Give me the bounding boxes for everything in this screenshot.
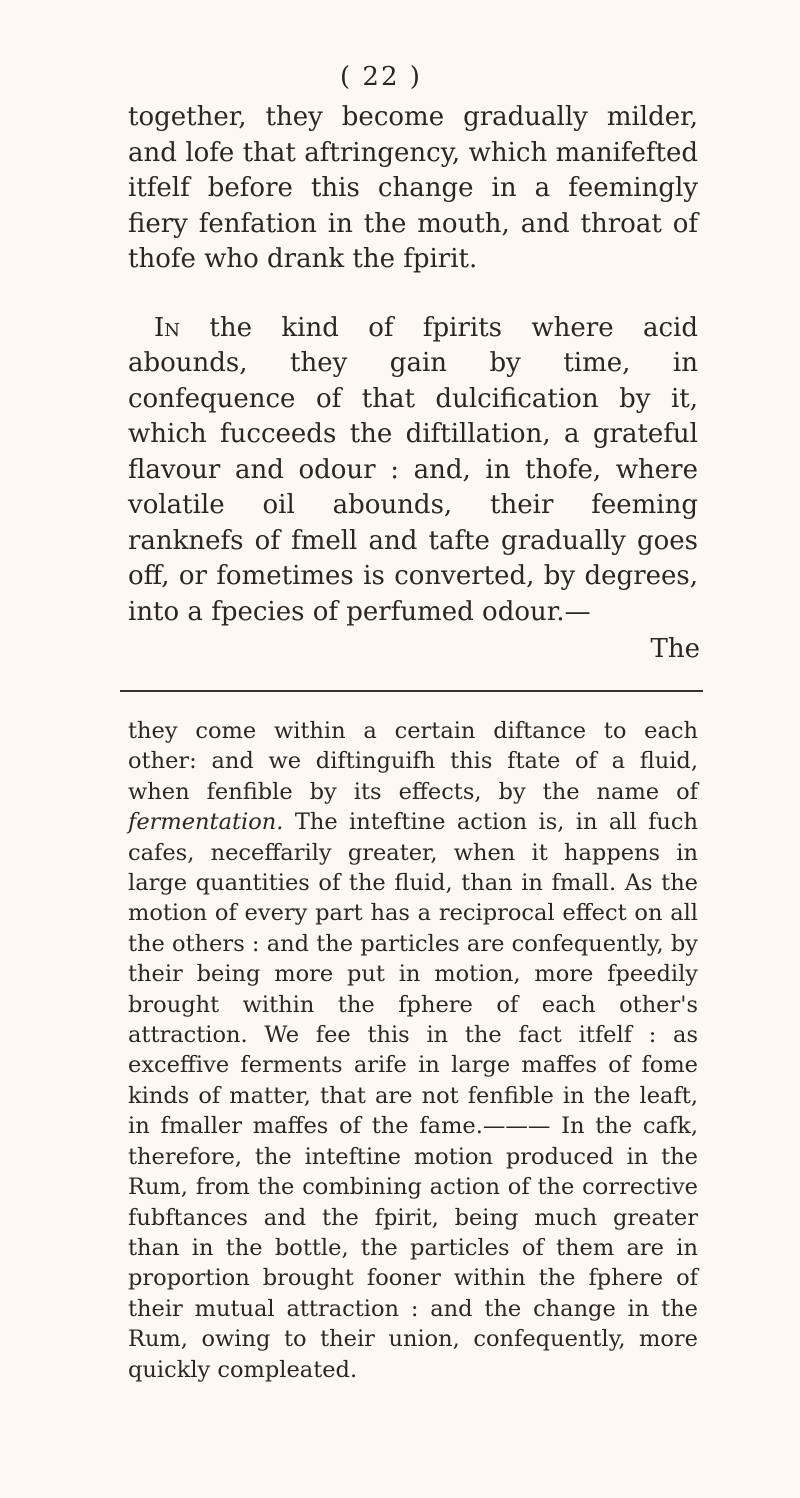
catchword: The [650,634,700,664]
page-divider [120,690,703,692]
upper-text-block [128,100,698,630]
text-after-italic: The inteftine action is, in all fuch cafes, neceffarily greater, when it happens in large quantities of the fluid, than in fmall. As the motion of every part has a reciprocal effect on all the others : and the particles are confequently, by their being more put in motion, more fpeedily brought within the fphere of each other's attraction. We fee this in the fact itfelf : as exceffive ferments arife in large maffes of fome kinds of matter, that are not fenfible in the leaft, in fmaller maffes of the fame.——— In the cafk, therefore, the inteftine motion produced in the Rum, from the combining action of the corrective fubftances and the fpirit, being much greater than in the bottle, the particles of them are in proportion brought fooner within the fphere of their mutual attraction : and the change in the Rum, owing to their union, confequently, more quickly compleated. [128,809,698,1383]
paragraph-fermentation [128,716,698,1385]
italic-term-fermentation: fermentation. [128,809,284,836]
text-before-italic: they come within a certain diftance to each other: and we diftinguifh this ftate of a fluid, when fenfible by its effects, by the name of [128,718,698,805]
paragraph-initial-word: In [154,312,181,343]
paragraph-continuation: together, they become gradually milder, and lofe that aftringency, which manifefted itfelf before this change in a feemingly fiery fenfation in the mouth, and throat of thofe who drank the fpirit. [128,102,698,274]
paragraph-body: the kind of fpirits where acid abounds, they gain by time, in confequence of that dulcification by it, which fucceeds the diftillation, a grateful flavour and odour : and, in thofe, where volatile oil abounds, their feeming ranknefs of fmell and tafte gradually goes off, or fometimes is converted, by degrees, into a fpecies of perfumed odour.— [128,312,698,627]
page-number: ( 22 ) [340,62,422,92]
paragraph-spirits-acid [128,311,698,631]
lower-text-block [128,716,698,1385]
